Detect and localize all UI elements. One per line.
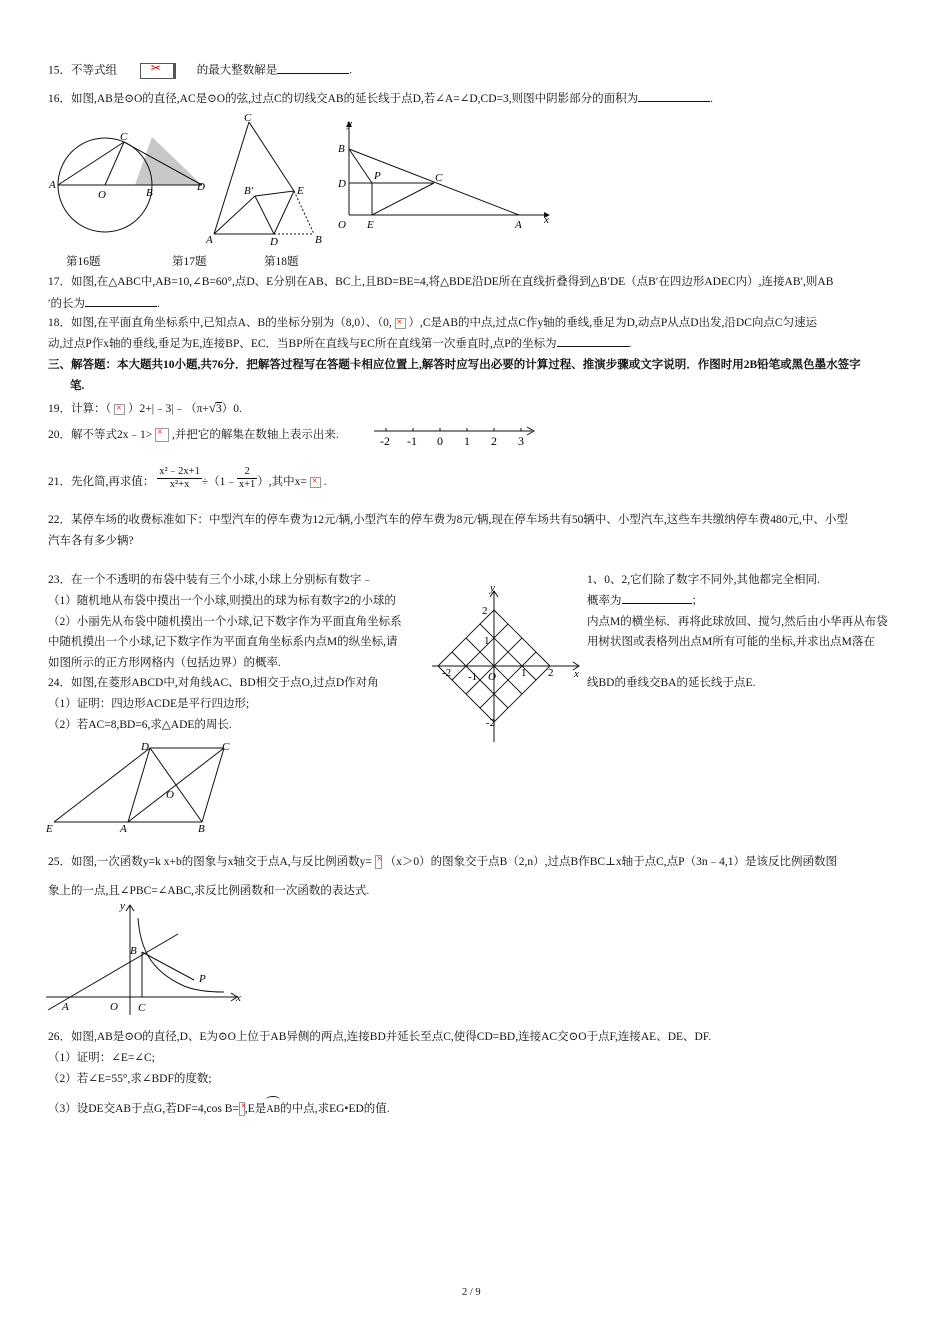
label-a: A [515,219,522,231]
number-line-label: -2 [380,434,390,448]
label-y: y [490,582,495,594]
fraction-2-denominator: x+1 [238,479,256,490]
label-a: A [49,179,56,191]
number-line [372,423,540,449]
q24-line-1a: 24．如图,在菱形ABCD中,对角线AC、BD相交于点O,过点D作对角 [48,677,379,689]
number-line-label: 2 [491,434,497,448]
q20-text: 20．解不等式2x﹣1> [48,429,153,441]
label-b: B [198,823,205,835]
q24-line-2: （1）证明：四边形ACDE是平行四边形; [48,698,250,710]
q17-line-2: ′的长为 . [48,298,160,310]
q16-text: 16．如图,AB是⊙O的直径,AC是⊙O的弦,过点C的切线交AB的延长线于点D,若∠A=∠D,CD=3,则图中阴影部分的面积为 [48,93,639,105]
q25-text-2: （x＞0）的图象交于点B（2,n）,过点B作BC⊥x轴于点C,点P（3n﹣4,1）是该反比例函数图 [384,856,837,868]
q25-line-1 [48,855,837,870]
label-b: B [315,234,322,246]
answer-blank [277,73,349,74]
broken-image-icon [155,428,169,442]
tick-x-2: 2 [548,667,554,679]
broken-image-icon [310,477,321,488]
label-c: C [244,112,252,124]
q23-text: 概率为 [587,595,622,607]
q26-line-1: 26．如图,AB是⊙O的直径,D、E为⊙O上位于AB异侧的两点,连接BD并延长至点C,使得CD=BD,连接AC交⊙O于点F,连接AE、DE、DF. [48,1031,712,1043]
broken-image-icon [375,855,382,869]
label-x: x [574,668,579,680]
q20-line [48,428,339,443]
q15-line: 15．不等式组 ✂ 的最大整数解是 . [48,63,352,79]
label-b: B [338,143,345,155]
label-y: y [347,118,352,130]
label-o: O [338,219,346,231]
label-b: B [146,187,153,199]
q18-text-3: 动,过点P作x轴的垂线,垂足为E,连接BP、EC．当BP所在直线与EC所在直线第一次垂直时,点P的坐标为 [48,338,557,350]
label-b-prime: B' [244,185,254,197]
figure-24 [44,740,244,836]
answer-blank [85,306,157,307]
q26-line-4 [48,1099,390,1117]
caption-18: 第18题 [264,256,299,268]
label-x: x [544,214,549,226]
label-p: P [374,170,381,182]
segment-da [128,748,150,822]
q21-end: . [323,476,327,489]
q26-text-3: 的中点,求EG•ED的值. [280,1103,390,1115]
q16-line: 16．如图,AB是⊙O的直径,AC是⊙O的弦,过点C的切线交AB的延长线于点D,若∠A=∠D,CD=3,则图中阴影部分的面积为 . [48,93,713,105]
label-o: O [166,789,174,801]
q15-text: 不等式组 [71,64,117,77]
fraction-1-numerator: x²﹣2x+1 [159,466,200,477]
number-line-label: -1 [407,434,417,448]
q20-text-2: ,并把它的解集在数轴上表示出来. [172,429,339,441]
q17-line-1: 17．如图,在△ABC中,AB=10,∠B=60°,点D、E分别在AB、BC上,且BD=BE=4,将△BDE沿DE所在直线折叠得到△B′DE（点B′在四边形ADEC内）,连接AB′,则AB [48,276,834,288]
label-x: x [236,992,241,1004]
q23-line-4a: 中随机摸出一个小球,记下数字作为平面直角坐标系内点M的纵坐标,请 [48,636,398,648]
q23-text-end: ； [691,595,703,607]
answer-blank [557,346,629,347]
label-c: C [120,131,128,143]
tick-y-1: 1 [484,635,490,647]
section-3-heading: 三、解答题：本大题共10小题,共76分．把解答过程写在答题卡相应位置上,解答时应写出必要的计算过程、推演步骤或文字说明．作图时用2B铅笔或黑色墨水签字 [48,359,861,371]
q17-text: ′的长为 [48,298,86,310]
fraction-2-numerator: 2 [237,466,257,479]
label-c: C [138,1002,146,1014]
label-e: E [367,219,374,231]
broken-image-icon: ✂ [140,63,176,79]
q23-line-3a: （2）小丽先从布袋中随机摸出一个小球,记下数字作为平面直角坐标系 [48,616,402,628]
q26-text: （3）设DE交AB于点G,若DF=4,cos B= [48,1103,239,1115]
q18-line-1 [48,316,817,331]
q22-line-1: 22．某停车场的收费标准如下：中型汽车的停车费为12元/辆,小型汽车的停车费为8元/辆,现在停车场共有50辆中、小型汽车,这些车共缴纳停车费480元,中、小型 [48,514,848,526]
fraction-1-denominator: x²+x [169,479,190,490]
q25-line-2: 象上的一点,且∠PBC=∠ABC,求反比例函数和一次函数的表达式. [48,885,370,897]
broken-image-icon [114,404,125,415]
q18-line-2: 动,过点P作x轴的垂线,垂足为E,连接BP、EC．当BP所在直线与EC所在直线第一次垂直时,点P的坐标为 . [48,338,632,350]
figure-16 [48,128,218,238]
label-y: y [120,900,125,912]
line-db1 [255,196,274,234]
label-b: B [130,945,137,957]
q24-line-3: （2）若AC=8,BD=6,求△ADE的周长. [48,719,232,731]
figure-18 [334,115,559,237]
side-ce [249,122,294,191]
q23-line-2a: （1）随机地从布袋中摸出一个小球,则摸出的球为标有数字2的小球的 [48,595,396,607]
broken-image-icon [239,1102,245,1116]
sqrt-icon: √ [208,400,217,415]
q23-line-1b: 1、0、2,它们除了数字不同外,其他都完全相同. [587,574,820,586]
q18-text: 18．如图,在平面直角坐标系中,已知点A、B的坐标分别为（8,0）、（0, [48,317,392,329]
segment-bp [349,149,372,183]
q24-line-1b: 线BD的垂线交BA的延长线于点E. [587,677,756,689]
diagonal-bd [150,748,202,822]
label-d: D [141,741,149,753]
q21-text-2: ÷（1﹣ [201,476,237,489]
label-e: E [46,823,53,835]
q19-text: 19．计算：（ [48,403,112,415]
answer-blank [622,603,692,604]
figure-23 [428,582,588,748]
q25-text: 25．如图,一次函数y=k x+b的图象与x轴交于点A,与反比例函数y= [48,856,372,868]
q19-text-3: ）0. [221,403,242,415]
segment-ed [54,748,150,822]
section-3-heading-2: 笔. [70,380,85,392]
broken-image-icon [395,318,406,329]
tick-y-minus-2: -2 [486,717,496,729]
q15-text-2: 的最大整数解是 [196,64,278,77]
label-d: D [270,236,278,248]
q21-line [48,466,327,491]
label-o: O [98,189,106,201]
tick-x-1: 1 [521,667,527,679]
arc-label: AB [266,1104,281,1115]
segment-cb [202,748,224,822]
q21-text-3: ）,其中x= [257,476,307,489]
arc-ab [266,1099,280,1117]
q23-line-3b: 内点M的横坐标．再将此球放回、搅匀,然后由小华再从布袋 [587,616,888,628]
q19-text-2: ）2+|﹣3|﹣（π+ [128,403,209,415]
q15-number: 15． [48,64,71,77]
fold-de [274,191,294,234]
answer-blank [638,101,710,102]
q21-text: 21．先化简,再求值： [48,476,155,489]
label-p: P [199,973,206,985]
figure-17 [204,112,334,248]
label-d: D [338,178,346,190]
label-e: E [297,185,304,197]
q19-line [48,400,242,417]
label-o: O [110,1001,118,1013]
label-a: A [62,1001,69,1013]
tick-x-minus-1: -1 [468,671,478,683]
number-line-label: 1 [464,434,470,448]
label-a: A [206,234,213,246]
caption-17: 第17题 [172,256,207,268]
q23-line-5: 如图所示的正方形网格内（包括边界）的概率. [48,657,281,669]
line-b1e [255,191,294,196]
arc-icon [266,1096,280,1103]
segment-ba [349,149,519,215]
figure-25 [44,900,254,1020]
q23-line-1a: 23．在一个不透明的布袋中装有三个小球,小球上分别标有数字﹣ [48,574,373,586]
q23-line-4b: 用树状图或表格列出点M所有可能的坐标,并求出点M落在 [587,636,875,648]
label-d: D [197,181,205,193]
tick-x-minus-2: -2 [442,667,452,679]
q26-line-3: （2）若∠E=55°,求∠BDF的度数; [48,1073,212,1085]
label-origin: O [488,671,496,683]
number-line-label: 3 [518,434,524,448]
label-a: A [120,823,127,835]
dashed-eb [294,191,314,234]
line-linear [48,934,178,1010]
q22-line-2: 汽车各有多少辆? [48,535,134,547]
q19-radicand: 3 [216,403,222,415]
label-c: C [222,741,230,753]
tick-y-2: 2 [482,605,488,617]
fraction-2 [237,466,257,491]
segment-ec [372,183,434,215]
q26-line-2: （1）证明：∠E=∠C; [48,1052,155,1064]
q18-text-2: ）,C是AB的中点,过点C作y轴的垂线,垂足为D,动点P从点D出发,沿DC向点C匀速运 [408,317,818,329]
label-c: C [435,172,443,184]
caption-16: 第16题 [66,256,101,268]
fraction-1 [157,466,202,491]
segment-bp [142,952,194,980]
q23-line-2b [587,594,703,609]
hyperbola [138,918,224,992]
q26-text-2: ,E是 [244,1103,267,1115]
page-number: 2 / 9 [462,1287,481,1298]
number-line-label: 0 [437,434,443,448]
